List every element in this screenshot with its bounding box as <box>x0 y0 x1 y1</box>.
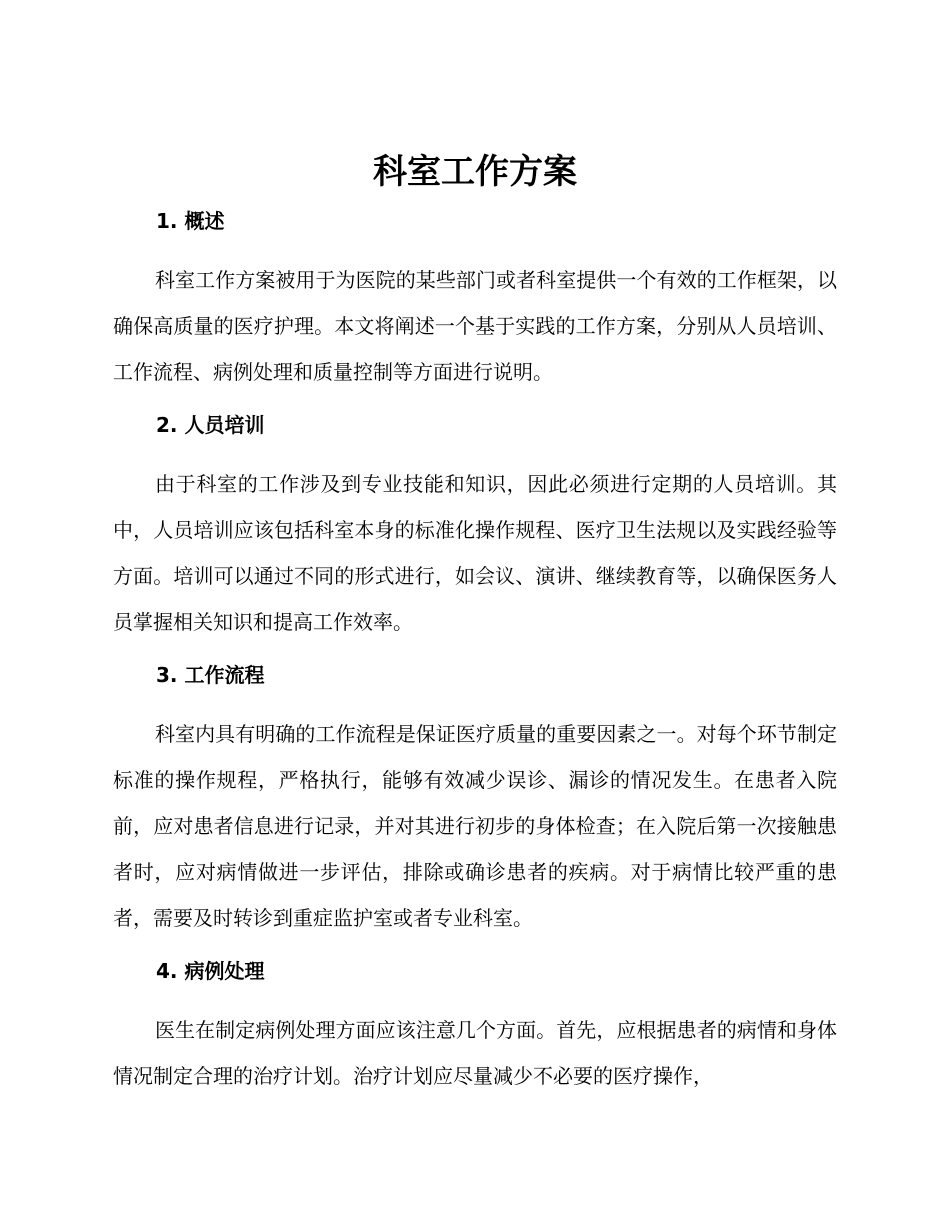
section-workflow <box>113 659 837 941</box>
section-paragraph: 科室工作方案被用于为医院的某些部门或者科室提供一个有效的工作框架，以确保高质量的医疗护理。本文将阐述一个基于实践的工作方案，分别从人员培训、工作流程、病例处理和质量控制等方面进行说明。 <box>113 268 837 384</box>
section-case-handling <box>113 955 837 1099</box>
section-paragraph: 由于科室的工作涉及到专业技能和知识，因此必须进行定期的人员培训。其中，人员培训应该包括科室本身的标准化操作规程、医疗卫生法规以及实践经验等方面。培训可以通过不同的形式进行，如会议、演讲、继续教育等，以确保医务人员掌握相关知识和提高工作效率。 <box>113 472 837 634</box>
section-heading: 1. 概述 <box>156 209 225 233</box>
section-staff-training <box>113 409 837 645</box>
section-heading: 4. 病例处理 <box>156 959 265 983</box>
section-heading: 3. 工作流程 <box>156 663 265 687</box>
section-paragraph: 医生在制定病例处理方面应该注意几个方面。首先，应根据患者的病情和身体情况制定合理的治疗计划。治疗计划应尽量减少不必要的医疗操作， <box>113 1018 837 1088</box>
document-title: 科室工作方案 <box>373 152 577 192</box>
section-paragraph: 科室内具有明确的工作流程是保证医疗质量的重要因素之一。对每个环节制定标准的操作规程，严格执行，能够有效减少误诊、漏诊的情况发生。在患者入院前，应对患者信息进行记录，并对其进行初步的身体检查；在入院后第一次接触患者时，应对病情做进一步评估，排除或确诊患者的疾病。对于病情比较严重的患者，需要及时转诊到重症监护室或者专业科室。 <box>113 722 837 930</box>
document-body <box>113 205 837 1099</box>
section-heading: 2. 人员培训 <box>156 413 265 437</box>
section-overview <box>113 205 837 395</box>
